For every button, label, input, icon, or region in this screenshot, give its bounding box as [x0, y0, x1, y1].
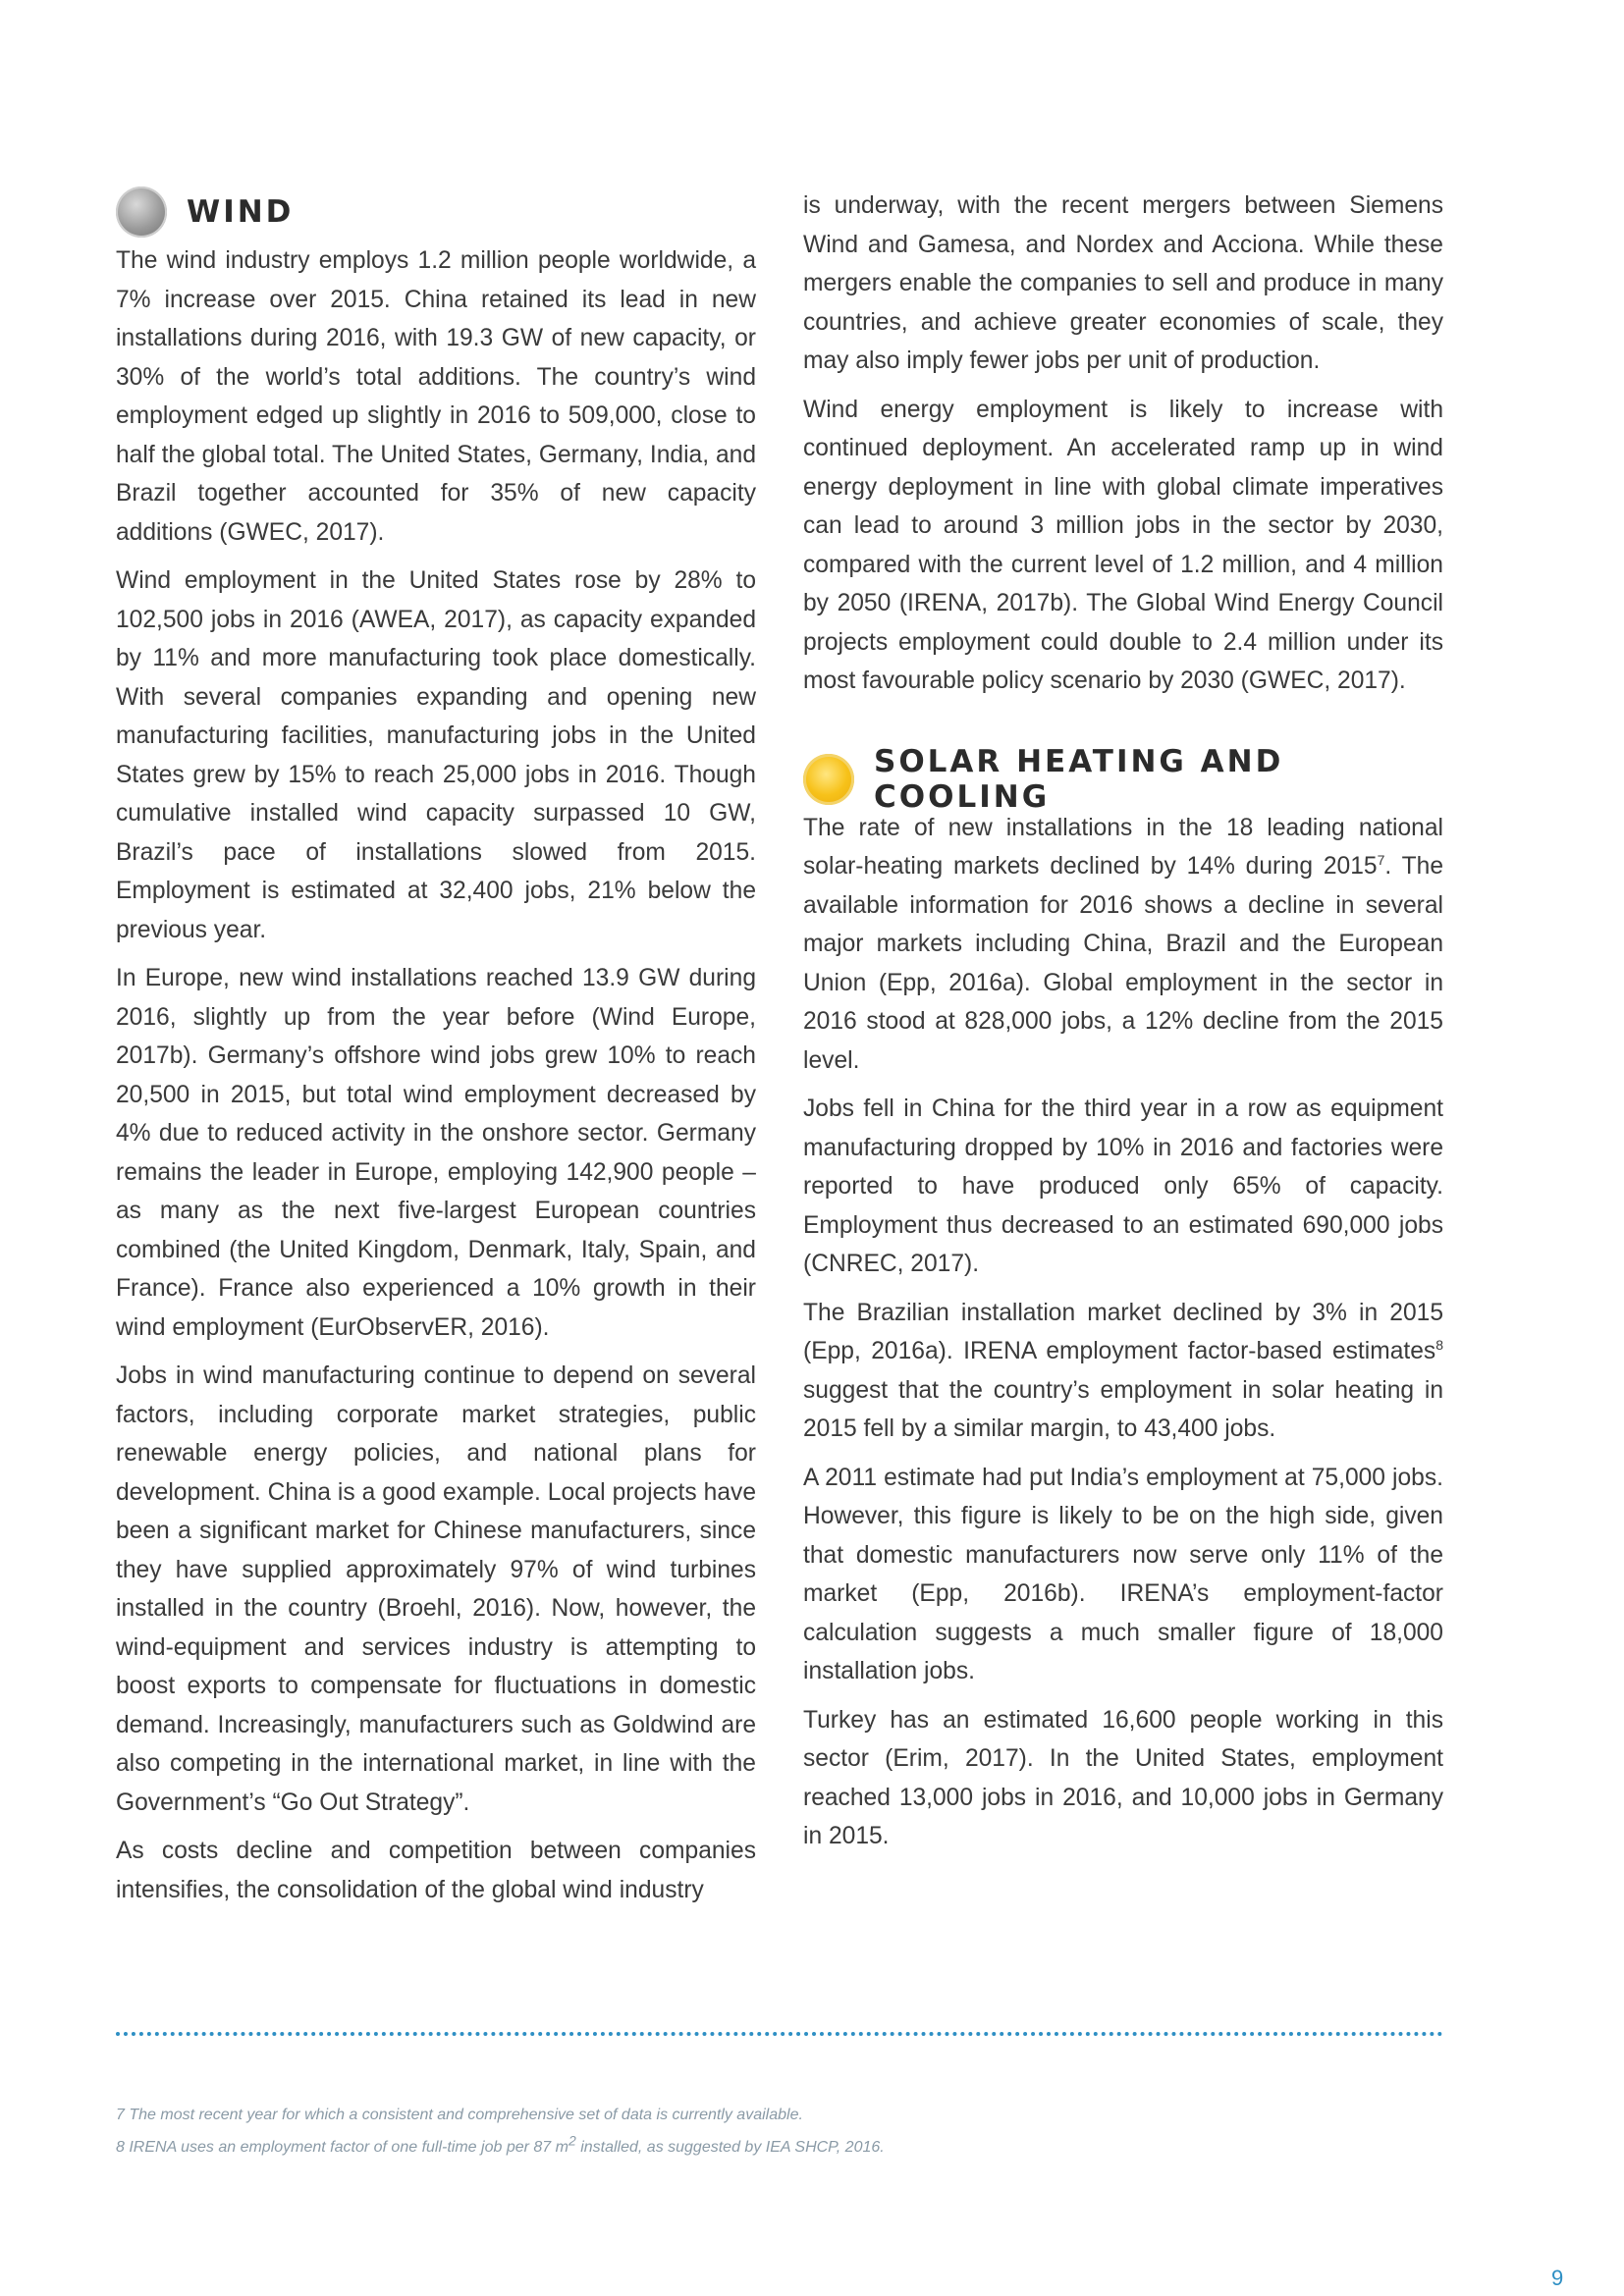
- solar-paragraph-3: [803, 1294, 1443, 1449]
- wind-paragraph-4: Jobs in wind manufacturing continue to depend on several factors, including corporate market strategies, public renewable energy policies, and national plans for development. China is a good example. Local projects have been a significant market for Chinese manufacturers, since they have supplied approximately 97% of wind turbines installed in the country (Broehl, 2016). Now, however, the wind-equipment and services industry is attempting to boost exports to compensate for fluctuations in domestic demand. Increasingly, manufacturers such as Goldwind are also competing in the international market, in line with the Government’s “Go Out Strategy”.: [116, 1362, 756, 1816]
- page-number: 9: [1551, 2266, 1564, 2290]
- footnote-ref-8: 8: [1435, 1336, 1443, 1353]
- wind-section-title: WIND: [187, 194, 295, 230]
- footnote-8: [116, 2131, 1392, 2163]
- wind-paragraph-1: The wind industry employs 1.2 million people worldwide, a 7% increase over 2015. China retained its lead in new installations during 2016, with 19.3 GW of new capacity, or 30% of the world’s total additions. The country’s wind employment edged up slightly in 2016 to 509,000, close to half the global total. The United States, Germany, India, and Brazil together accounted for 35% of new capacity additions (GWEC, 2017).: [116, 247, 756, 546]
- wind-paragraph-continued: is underway, with the recent mergers between Siemens Wind and Gamesa, and Nordex and Acciona. While these mergers enable the companies to sell and produce in many countries, and achieve greater economies of scale, they may also imply fewer jobs per unit of production.: [803, 192, 1443, 374]
- right-column: [803, 187, 1443, 1866]
- solar-section-header: [803, 743, 1443, 815]
- footnotes: [116, 2099, 1392, 2163]
- wind-paragraph-2: Wind employment in the United States rose by 28% to 102,500 jobs in 2016 (AWEA, 2017), as capacity expanded by 11% and more manufacturing took place domestically. With several companies expanding and opening new manufacturing facilities, manufacturing jobs in the United States grew by 15% to reach 25,000 jobs in 2016. Though cumulative installed wind capacity surpassed 10 GW, Brazil’s pace of installations slowed from 2015. Employment is estimated at 32,400 jobs, 21% below the previous year.: [116, 567, 756, 943]
- footnote-8-text: 8 IRENA uses an employment factor of one full-time job per 87 m: [116, 2139, 568, 2156]
- solar-section-title: SOLAR HEATING AND COOLING: [874, 743, 1284, 815]
- wind-paragraph-5: As costs decline and competition between companies intensifies, the consolidation of the global wind industry: [116, 1838, 756, 1903]
- solar-paragraph-2: Jobs fell in China for the third year in a row as equipment manufacturing dropped by 10% in 2016 and factories were reported to have produced only 65% of capacity. Employment thus decreased to an estimated 690,000 jobs (CNREC, 2017).: [803, 1095, 1443, 1277]
- solar-p1-tail: . The available information for 2016 shows a decline in several major markets including China, Brazil and the European Union (Epp, 2016a). Global employment in the sector in 2016 stood at 828,000 jobs, a 12% decline from the 2015 level.: [803, 853, 1443, 1074]
- solar-p3-text: The Brazilian installation market declined by 3% in 2015 (Epp, 2016a). IRENA employment factor-based estimates: [803, 1299, 1443, 1364]
- footnote-8-tail: installed, as suggested by IEA SHCP, 2016.: [575, 2139, 885, 2156]
- solar-p1-text: The rate of new installations in the 18 leading national solar-heating markets declined by 14% during 2015: [803, 814, 1443, 880]
- wind-section-header: [116, 185, 756, 240]
- footnote-8-sup: 2: [568, 2132, 576, 2149]
- left-column: [116, 185, 756, 1919]
- wind-icon: [116, 187, 167, 238]
- sun-icon: [803, 754, 854, 805]
- solar-p3-tail: suggest that the country’s employment in solar heating in 2015 fell by a similar margin, to 43,400 jobs.: [803, 1376, 1443, 1442]
- footnote-divider: [116, 2032, 1443, 2036]
- solar-paragraph-5: Turkey has an estimated 16,600 people working in this sector (Erim, 2017). In the United States, employment reached 13,000 jobs in 2016, and 10,000 jobs in Germany in 2015.: [803, 1706, 1443, 1849]
- solar-paragraph-4: A 2011 estimate had put India’s employment at 75,000 jobs. However, this figure is likely to be on the high side, given that domestic manufacturers now serve only 11% of the market (Epp, 2016b). IRENA’s employment-factor calculation suggests a much smaller figure of 18,000 installation jobs.: [803, 1464, 1443, 1684]
- solar-paragraph-1: [803, 809, 1443, 1081]
- wind-paragraph-6: Wind energy employment is likely to increase with continued deployment. An accelerated ramp up in wind energy deployment in line with global climate imperatives can lead to around 3 million jobs in the sector by 2030, compared with the current level of 1.2 million, and 4 million by 2050 (IRENA, 2017b). The Global Wind Energy Council projects employment could double to 2.4 million under its most favourable policy scenario by 2030 (GWEC, 2017).: [803, 396, 1443, 694]
- wind-paragraph-3: In Europe, new wind installations reached 13.9 GW during 2016, slightly up from the year before (Wind Europe, 2017b). Germany’s offshore wind jobs grew 10% to reach 20,500 in 2015, but total wind employment decreased by 4% due to reduced activity in the onshore sector. Germany remains the leader in Europe, employing 142,900 people – as many as the next five-largest European countries combined (the United Kingdom, Denmark, Italy, Spain, and France). France also experienced a 10% growth in their wind employment (EurObservER, 2016).: [116, 965, 756, 1341]
- footnote-7: 7 The most recent year for which a consistent and comprehensive set of data is currently available.: [116, 2107, 803, 2123]
- footnote-ref-7: 7: [1377, 851, 1385, 868]
